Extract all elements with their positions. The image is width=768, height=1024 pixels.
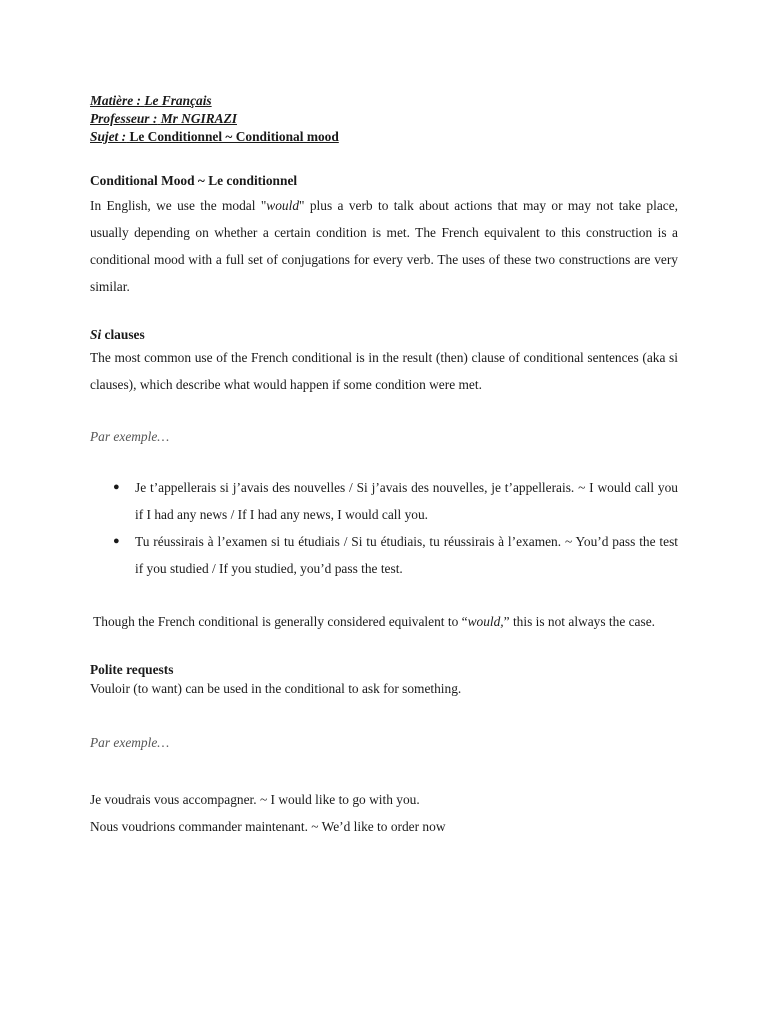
- si-title-rest: clauses: [101, 327, 145, 342]
- note-text-a: Though the French conditional is generally considered equivalent to “: [90, 614, 468, 629]
- teacher-value: Mr NGIRAZI: [160, 111, 237, 126]
- teacher-label: Professeur :: [90, 111, 158, 126]
- intro-emphasis: would: [266, 198, 300, 213]
- document-header: [90, 92, 678, 146]
- document-page: [90, 92, 678, 840]
- list-item-text: Je t’appellerais si j’avais des nouvelles / Si j’avais des nouvelles, je t’appellerais. ~ I would call you if I had any news / If I had any news, I would call you.: [135, 480, 678, 522]
- example-sentence: Nous voudrions commander maintenant. ~ We’d like to order now: [90, 819, 446, 834]
- intro-paragraph: [90, 192, 678, 300]
- note-emphasis: would,: [467, 614, 504, 629]
- si-paragraph: The most common use of the French conditional is in the result (then) clause of conditional sentences (aka si clauses), which describe what would happen if some condition were met.: [90, 350, 678, 392]
- subject-line: [90, 92, 678, 110]
- example-sentence: Je voudrais vous accompagner. ~ I would like to go with you.: [90, 792, 420, 807]
- example-label: Par exemple…: [90, 429, 170, 444]
- note-paragraph: [90, 608, 678, 635]
- list-item: [113, 528, 678, 582]
- topic-value: Le Conditionnel ~ Conditional mood: [129, 129, 339, 144]
- si-title-emphasis: Si: [90, 327, 102, 342]
- topic-label: Sujet :: [90, 129, 127, 144]
- section-title-polite-requests: Polite requests: [90, 662, 174, 677]
- intro-text-a: In English, we use the modal ": [90, 198, 267, 213]
- subject-label: Matière :: [90, 93, 141, 108]
- polite-paragraph: Vouloir (to want) can be used in the conditional to ask for something.: [90, 681, 462, 696]
- bullet-icon: ●: [113, 481, 120, 493]
- intro-text-b: " plus a verb to talk about actions that may or may not take place, usually depending on whether a certain condition is met. The French equivalent to this construction is a conditional mood with a full set of conjugations for every verb. The uses of these two constructions are very similar.: [90, 198, 679, 294]
- section-title-conditional-mood: Conditional Mood ~ Le conditionnel: [90, 173, 298, 188]
- section-title-si-clauses: [90, 326, 678, 344]
- example-label: Par exemple…: [90, 735, 170, 750]
- subject-value: Le Français: [144, 93, 212, 108]
- note-text-b: ” this is not always the case.: [503, 614, 656, 629]
- list-item-text: Tu réussirais à l’examen si tu étudiais / Si tu étudiais, tu réussirais à l’examen. ~ You’d pass the test if you studied / If you studied, you’d pass the test.: [135, 534, 678, 576]
- example-list: [90, 474, 678, 582]
- teacher-line: [90, 110, 678, 128]
- topic-line: [90, 128, 678, 146]
- list-item: [113, 474, 678, 528]
- bullet-icon: ●: [113, 535, 120, 547]
